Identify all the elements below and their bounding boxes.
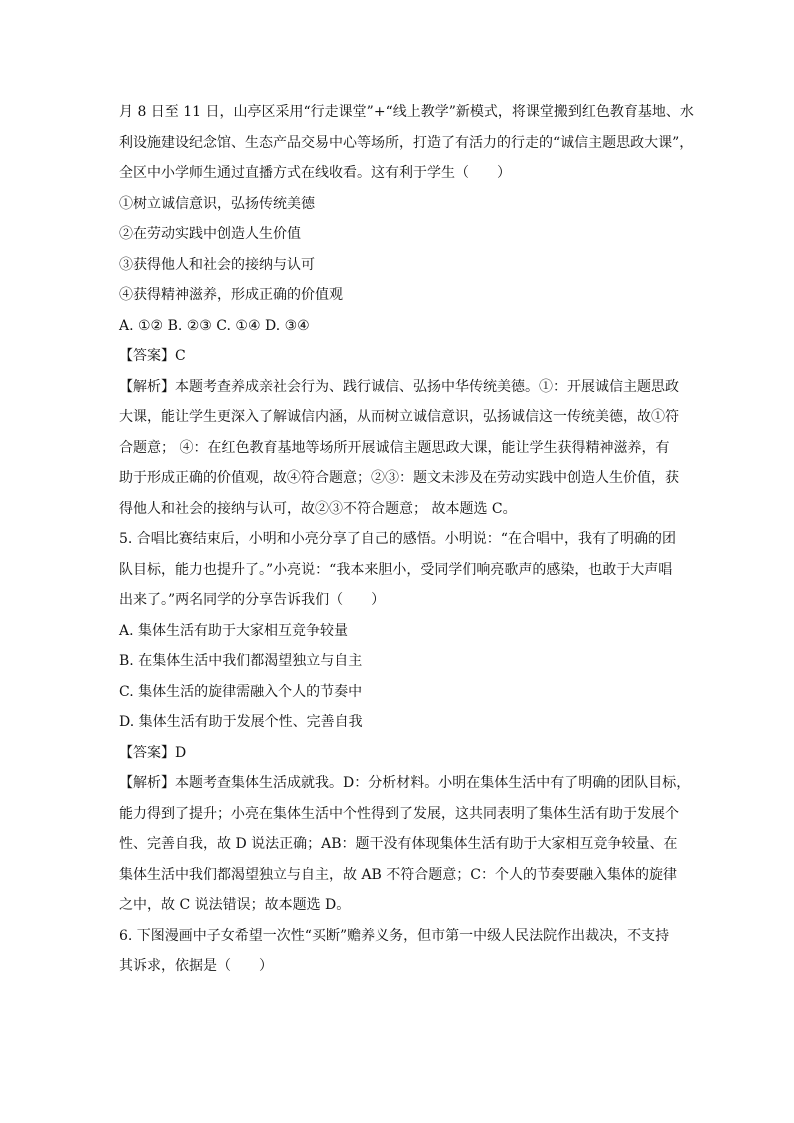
q5-answer: 【答案】D — [119, 744, 187, 761]
q5-analysis-line: 能力得到了提升；小亮在集体生活中个性得到了发展，这共同表明了集体生活有助于发展个 — [119, 805, 679, 822]
q4-stem-line: 月 8 日至 11 日，山亭区采用“行走课堂”+“线上教学”新模式，将课堂搬到红色教育基地、水 — [119, 104, 694, 120]
q4-stem — [119, 97, 704, 189]
q4-analysis — [119, 372, 704, 525]
q5-option-b: B. 在集体生活中我们都渴望独立与自主 — [119, 653, 363, 669]
q5-analysis-line: 性、完善自我，故 D 说法正确；AB：题干没有体现集体生活有助于大家相互竞争较量、在 — [119, 836, 678, 852]
q5-analysis-line: 【解析】本题考查集体生活成就我。D：分析材料。小明在集体生活中有了明确的团队目标， — [119, 775, 691, 791]
q5-options — [119, 616, 704, 738]
q4-choices: A. ①② B. ②③ C. ①④ D. ③④ — [119, 317, 310, 334]
q4-item: ①树立诚信意识，弘扬传统美德 — [119, 195, 315, 212]
q5-option-c: C. 集体生活的旋律需融入个人的节奏中 — [119, 683, 363, 700]
q5-stem-line: 出来了。”两名同学的分享告诉我们（ ） — [119, 592, 386, 608]
q4-analysis-line: 大课，能让学生更深入了解诚信内涵，从而树立诚信意识，弘扬诚信这一传统美德，故①符 — [119, 409, 679, 425]
q4-analysis-line: 【解析】本题考查养成亲社会行为、践行诚信、弘扬中华传统美德。①：开展诚信主题思政 — [119, 378, 679, 395]
q6-stem — [119, 921, 704, 982]
q4-answer: 【答案】C — [119, 348, 186, 364]
q5-option-d: D. 集体生活有助于发展个性、完善自我 — [119, 714, 363, 730]
q4-stem-line: 全区中小学师生通过直播方式在线收看。这有利于学生（ ） — [119, 165, 511, 181]
q4-item: ③获得他人和社会的接纳与认可 — [119, 256, 315, 273]
q4-analysis-line: 合题意； ④：在红色教育基地等场所开展诚信主题思政大课，能让学生获得精神滋养，有 — [119, 439, 670, 456]
q5-analysis-line: 集体生活中我们都渴望独立与自主，故 AB 不符合题意；C：个人的节奏要融入集体的旋律 — [119, 866, 678, 883]
q4-items — [119, 189, 704, 311]
q4-analysis-line: 助于形成正确的价值观，故④符合题意；②③：题文未涉及在劳动实践中创造人生价值，获 — [119, 470, 679, 486]
q4-item: ②在劳动实践中创造人生价值 — [119, 226, 301, 242]
q6-stem-line: 其诉求，依据是（ ） — [119, 958, 273, 974]
q4-analysis-line: 得他人和社会的接纳与认可，故②③不符合题意； 故本题选 C。 — [119, 500, 517, 517]
q5-option-a: A. 集体生活有助于大家相互竞争较量 — [119, 622, 349, 639]
q6-stem-line: 6. 下图漫画中子女希望一次性“买断”赡养义务，但市第一中级人民法院作出裁决，不支持 — [119, 927, 670, 944]
q5-stem-line: 队目标，能力也提升了。”小亮说：“我本来胆小，受同学们响亮歌声的感染，也敢于大声唱 — [119, 561, 673, 578]
q5-analysis-line: 之中，故 C 说法错误；故本题选 D。 — [119, 897, 351, 913]
q4-item: ④获得精神滋养，形成正确的价值观 — [119, 287, 343, 303]
q5-analysis — [119, 768, 704, 921]
q5-stem — [119, 524, 704, 616]
q4-stem-line: 利设施建设纪念馆、生态产品交易中心等场所，打造了有活力的行走的“诚信主题思政大课”， — [119, 134, 694, 151]
q5-stem-line: 5. 合唱比赛结束后，小明和小亮分享了自己的感悟。小明说：“在合唱中，我有了明确的团 — [119, 531, 676, 547]
